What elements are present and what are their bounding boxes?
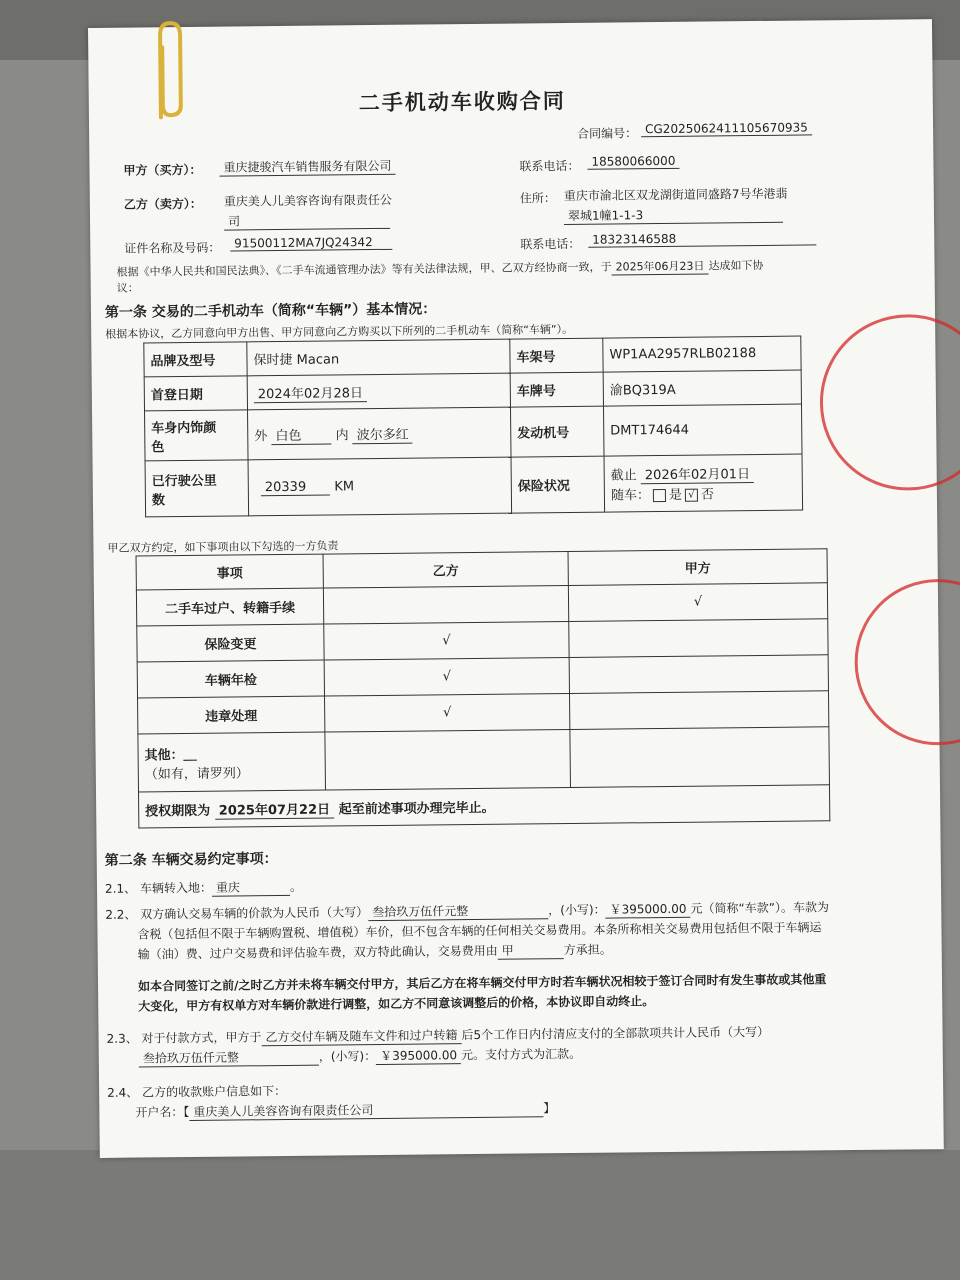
reg-date-value: 2024年02月28日 — [254, 382, 367, 403]
bold-clause-line-1: 如本合同签订之前/之时乙方并未将车辆交付甲方，其后乙方在将车辆交付甲方时若车辆状况相较于签订合同时有发生事故或其他重 — [137, 972, 827, 994]
plate-label: 车牌号 — [510, 372, 603, 407]
vehicle-info-table — [143, 336, 803, 518]
s22-text-3: 元（简称“车款”）。车款为 — [690, 900, 829, 916]
duty-row-item: 保险变更 — [137, 624, 324, 662]
cert-number: 91500112MA7JQ24342 — [230, 235, 393, 252]
s22-amount-upper: 叁拾玖万伍仟元整 — [368, 901, 548, 921]
reg-date-label: 首登日期 — [144, 376, 247, 411]
mileage-value: 20339 — [261, 479, 331, 496]
insurance-until-prefix: 截止 — [610, 468, 637, 484]
party-a-phone-label: 联系电话： — [519, 158, 580, 174]
s23-text-3: ，(小写)： — [318, 1049, 377, 1064]
account-name: 重庆美人儿美容咨询有限责任公司 — [189, 1099, 543, 1121]
account-label: 开户名：【 — [135, 1104, 190, 1120]
basis-date: 2025年06月23日 — [611, 258, 708, 276]
s22-line-3-end: 方承担。 — [563, 942, 612, 958]
with-car-label: 随车： — [610, 488, 651, 504]
mileage-label-line1: 已行驶公里 — [151, 473, 217, 489]
s21-number: 2.1、 — [104, 881, 137, 896]
insurance-until-date: 2026年02月01日 — [641, 463, 754, 484]
party-b-phone-label: 联系电话： — [520, 236, 581, 252]
party-b-label: 乙方（卖方）： — [123, 196, 202, 212]
s23-amount-upper: 叁拾玖万伍仟元整 — [139, 1048, 319, 1068]
party-a-phone: 18580066000 — [587, 154, 679, 170]
s22-line-2: 含税（包括但不限于车辆购置税、增值税）车价，但不包含车辆的任何相关交易费用。本条所称相关交易费用包括但不限于车辆运 — [137, 920, 822, 942]
address-line2: 翠城1幢1-1-3 — [564, 205, 783, 225]
duty-row-item: 违章处理 — [138, 696, 325, 734]
with-car-no-label: 否 — [700, 487, 715, 503]
with-car-yes-checkbox[interactable] — [653, 489, 666, 502]
party-a-name: 重庆捷骏汽车销售服务有限公司 — [219, 157, 395, 177]
period-label: 授权期限为 — [145, 803, 211, 819]
duty-row-tick-party-b: √ — [325, 693, 570, 732]
duty-other-note: （如有，请罗列） — [144, 765, 249, 782]
company-seal-stamp-bottom — [854, 578, 960, 746]
party-b-phone: 18323146588 — [588, 230, 816, 247]
party-b-name-line2: 司 — [224, 211, 390, 231]
cert-label: 证件名称及号码： — [124, 240, 221, 256]
s23-text-4: 元。支付方式为汇款。 — [461, 1046, 582, 1063]
s24-number: 2.4、 — [107, 1085, 139, 1100]
address-label: 住所： — [519, 191, 556, 206]
bold-clause-line-2: 大变化，甲方有权单方对车辆价款进行调整，如乙方不同意该调整后的价格，本协议即自动终止。 — [138, 994, 655, 1014]
with-car-yes-label: 是 — [668, 487, 683, 503]
company-seal-stamp-top — [819, 314, 960, 492]
vin-label: 车架号 — [510, 338, 603, 373]
with-car-no-check-mark: √ — [688, 489, 695, 501]
s21-value: 重庆 — [212, 878, 290, 897]
plate-value: 渝BQ319A — [603, 370, 801, 406]
inner-color-prefix: 内 — [335, 427, 349, 443]
s22-number: 2.2、 — [105, 907, 137, 922]
inner-color-value: 波尔多红 — [353, 423, 413, 444]
article-1-intro: 根据本协议，乙方同意向甲方出售、甲方同意向乙方购买以下所列的二手机动车（简称“车辆”）。 — [105, 322, 574, 341]
contract-no: CG2025062411105670935 — [641, 120, 812, 137]
basis-text-tail: 达成如下协 — [708, 258, 764, 273]
contract-paper — [88, 19, 944, 1158]
duty-row-item: 二手车过户、转籍手续 — [136, 588, 323, 626]
duty-row-tick-party-a: √ — [568, 583, 827, 622]
insurance-label: 保险状况 — [511, 456, 605, 513]
address-line1: 重庆市渝北区双龙湖街道同盛路7号华港翡 — [563, 186, 788, 204]
page-title: 二手机动车收购合同 — [358, 89, 566, 116]
basis-text: 根据《中华人民共和国民法典》、《二手车流通管理办法》等有关法律法规，甲、乙双方经协商一致，于 — [116, 260, 612, 279]
s24-text: 乙方的收款账户信息如下： — [141, 1083, 287, 1100]
s22-text: 双方确认交易车辆的价款为人民币（大写） — [140, 905, 369, 922]
period-date: 2025年07月22日 — [215, 798, 335, 819]
duty-row-item: 车辆年检 — [137, 660, 324, 698]
with-car-no-checkbox[interactable] — [685, 489, 698, 502]
outer-color-value: 白色 — [271, 424, 331, 445]
engine-label: 发动机号 — [510, 406, 604, 457]
s22-text-2: ，(小写)： — [548, 902, 606, 918]
outer-color-prefix: 外 — [254, 428, 268, 444]
party-b-name-line1: 重庆美人儿美容咨询有限责任公 — [223, 192, 392, 209]
duty-intro: 甲乙双方约定，如下事项由以下勾选的一方负责 — [107, 539, 339, 555]
duty-other-label: 其他：＿ — [144, 747, 197, 763]
color-label-line2: 色 — [151, 439, 165, 455]
s23-amount-lower: ￥395000.00 — [376, 1046, 461, 1065]
mileage-label-line2: 数 — [151, 492, 166, 508]
mileage-unit: KM — [334, 478, 355, 494]
account-end: 】 — [543, 1101, 556, 1116]
s23-condition: 乙方交付车辆及随车文件和过户转籍 — [261, 1026, 461, 1046]
s21-text: 车辆转入地： — [139, 880, 213, 896]
s21-end: 。 — [289, 879, 303, 894]
engine-value: DMT174644 — [603, 404, 802, 456]
s23-number: 2.3、 — [106, 1031, 138, 1046]
s23-text: 对于付款方式，甲方于 — [141, 1030, 262, 1046]
article-1-title: 第一条 交易的二手机动车（简称“车辆”）基本情况： — [104, 301, 437, 321]
vin-value: WP1AA2957RLB02188 — [603, 336, 801, 372]
brand-value: 保时捷 Macan — [247, 339, 510, 376]
duty-col-item: 事项 — [136, 554, 323, 590]
s22-amount-lower: ￥395000.00 — [605, 900, 690, 919]
duty-col-party-b: 乙方 — [323, 552, 568, 589]
duty-row-tick-party-b: √ — [324, 657, 569, 696]
color-label-line1: 车身内饰颜 — [151, 420, 217, 436]
party-a-label: 甲方（买方）： — [123, 162, 202, 178]
article-2-title: 第二条 车辆交易约定事项： — [104, 851, 278, 869]
s22-line-3: 输（油）费、过户交易费和评估验车费，双方特此确认，交易费用由 — [137, 943, 498, 962]
period-tail: 起至前述事项办理完毕止。 — [338, 800, 495, 817]
brand-label: 品牌及型号 — [144, 342, 247, 377]
duty-col-party-a: 甲方 — [568, 549, 827, 586]
s22-payer: 甲 — [498, 941, 564, 960]
s23-text-2: 后5个工作日内付清应支付的全部款项共计人民币（大写） — [461, 1024, 770, 1043]
contract-no-label: 合同编号： — [577, 126, 638, 141]
duty-row-tick-party-b: √ — [324, 621, 569, 660]
basis-text-end: 议： — [116, 281, 139, 295]
desk-background-bottom — [0, 1150, 960, 1280]
paperclip-icon — [140, 17, 191, 128]
duty-table — [136, 548, 831, 828]
